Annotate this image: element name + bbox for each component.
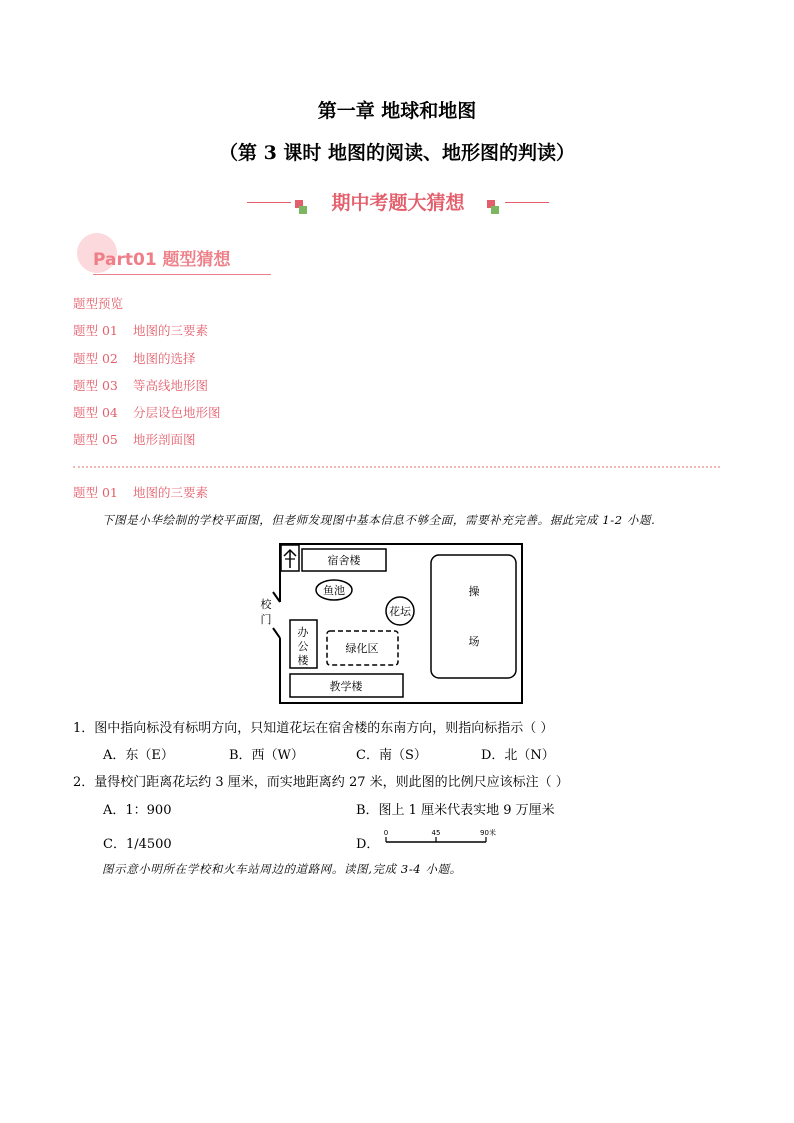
scale-label: 0 [383,829,389,837]
q2-option-b[interactable]: B．图上 1 厘米代表实地 9 万厘米 [356,803,555,818]
office-label: 楼 [297,654,309,667]
section-heading: 题型 01 地图的三要素 [73,485,209,500]
scale-bar [380,826,510,850]
part-title: Part01 题型猜想 [93,250,231,270]
banner-square-icon [299,206,307,214]
pond-label: 鱼池 [323,584,345,597]
teach-label: 教学楼 [329,680,363,693]
q2-option-a[interactable]: A．1：900 [103,803,172,818]
north-arrow-icon [281,545,299,571]
toc-item: 题型 02 地图的选择 [73,350,196,366]
chapter-title: 第一章 地球和地图 [317,100,477,122]
lesson-subtitle: （第 3 课时 地图的阅读、地形图的判读） [218,142,576,164]
toc-overview: 题型预览 [73,296,124,311]
question-intro-2: 图示意小明所在学校和火车站周边的道路网。读图,完成 3-4 小题。 [102,862,462,876]
question-intro: 下图是小华绘制的学校平面图，但老师发现图中基本信息不够全面，需要补充完善。据此完成 1-2 小题. [102,513,656,527]
q1-option-c[interactable]: C．南（S） [356,748,427,763]
field-label: 场 [468,635,480,648]
q1-option-d[interactable]: D．北（N） [481,748,555,763]
question-1-stem: 1．图中指向标没有标明方向，只知道花坛在宿舍楼的东南方向，则指向标指示（ ） [73,721,554,736]
toc [73,296,221,460]
green-label: 绿化区 [345,642,379,655]
office-label: 办 [297,626,309,639]
banner-line-left [247,202,291,203]
toc-item: 题型 03 等高线地形图 [73,377,209,393]
q1-option-a[interactable]: A．东（E） [103,748,174,763]
office-label: 公 [297,640,309,653]
section-divider [73,466,720,468]
banner [247,186,549,216]
banner-square-icon [491,206,499,214]
question-2-stem: 2．量得校门距离花坛约 3 厘米，而实地距离约 27 米，则此图的比例尺应该标注（ ） [73,775,569,790]
scale-label: 90米 [480,829,496,837]
playground [431,555,516,678]
banner-line-right [505,202,549,203]
scale-label: 45 [431,829,441,837]
gate-label: 门 [260,613,272,626]
gate-label: 校 [260,598,272,611]
q2-option-c[interactable]: C．1/4500 [103,837,172,852]
toc-item: 题型 01 地图的三要素 [73,323,209,339]
toc-item: 题型 04 分层设色地形图 [73,405,221,421]
part-underline [93,274,271,275]
banner-text: 期中考题大猜想 [331,192,465,214]
toc-item: 题型 05 地形剖面图 [73,432,196,448]
q2-option-d[interactable]: D． [356,837,380,852]
flower-label: 花坛 [389,605,411,618]
dorm-label: 宿舍楼 [327,554,361,567]
q1-option-b[interactable]: B．西（W） [229,748,304,763]
field-label: 操 [468,585,480,598]
school-map [255,540,530,708]
